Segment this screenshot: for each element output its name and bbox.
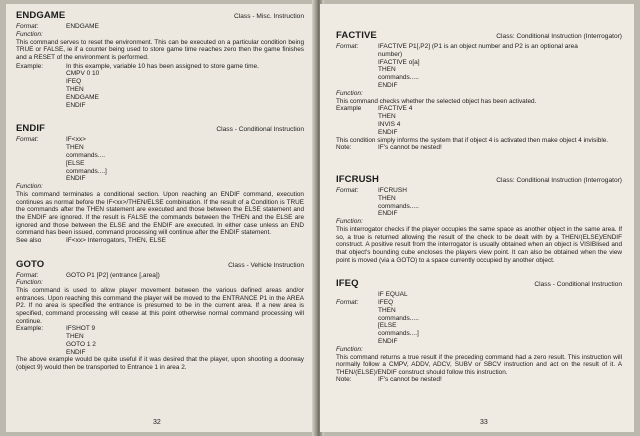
entry-factive xyxy=(334,30,624,152)
example-row xyxy=(14,325,306,356)
see-also-value: IF<xx> Interrogators, THEN, ELSE xyxy=(66,236,166,244)
example-label: Example: xyxy=(16,325,44,333)
see-also-label: See also xyxy=(16,236,42,244)
entry-keyword: IFEQ xyxy=(336,278,359,290)
code-line: commands....] xyxy=(378,330,419,338)
format-block xyxy=(378,187,624,218)
format-label: Format: xyxy=(16,136,39,144)
format-row xyxy=(14,23,306,31)
example-block xyxy=(66,63,306,110)
left-page xyxy=(6,4,314,432)
code-line: [ELSE xyxy=(66,159,85,167)
code-line: ENDIF xyxy=(66,175,86,183)
entry-header xyxy=(14,123,306,136)
code-line: ENDIF xyxy=(66,101,86,109)
format-block xyxy=(378,43,624,90)
code-line: ENDIF xyxy=(378,337,398,345)
subtitle-spacer xyxy=(334,291,378,299)
example-block xyxy=(378,105,624,136)
entry-keyword: ENDIF xyxy=(16,123,45,135)
code-line: THEN xyxy=(66,85,84,93)
format-block xyxy=(66,136,306,183)
example-label: Example: xyxy=(16,62,44,70)
code-line: INVIS 4 xyxy=(378,120,401,128)
code-line: IFEQ xyxy=(378,298,394,306)
code-line: IFACTIVE P1[,P2] (P1 is an object number and P2 is an optional area xyxy=(378,43,578,50)
code-line: [ELSE xyxy=(378,322,397,330)
example-row xyxy=(334,105,624,136)
entry-endgame xyxy=(14,10,306,109)
function-label: Function: xyxy=(16,279,43,287)
function-label: Function: xyxy=(336,218,363,226)
format-label: Format: xyxy=(336,43,359,50)
format-row xyxy=(14,136,306,183)
format-label: Format: xyxy=(336,186,359,194)
function-label: Function: xyxy=(336,89,363,97)
entry-keyword: GOTO xyxy=(16,258,45,270)
function-label: Function: xyxy=(336,345,363,353)
entry-header xyxy=(14,259,306,272)
code-line: ENDGAME xyxy=(66,93,99,101)
note-label: Note: xyxy=(336,376,352,384)
entry-subtitle: IF EQUAL xyxy=(378,291,408,299)
entry-header xyxy=(334,30,624,43)
example-intro: In this example, variable 10 has been assigned to store game time. xyxy=(66,62,259,70)
entry-keyword: IFCRUSH xyxy=(336,173,379,185)
code-line: ENDIF xyxy=(378,210,398,218)
entry-class: Class: Conditional Instruction (Interrogator) xyxy=(496,33,622,40)
page-number: 33 xyxy=(480,419,488,426)
note-label: Note: xyxy=(336,144,352,152)
code-line: THEN xyxy=(378,113,396,121)
format-value: GOTO P1 [P2] (entrance [,area]) xyxy=(66,271,160,279)
entry-ifeq xyxy=(334,278,624,384)
function-label: Function: xyxy=(16,183,43,191)
subtitle-row xyxy=(334,291,624,299)
code-line: commands..... xyxy=(378,202,419,210)
example-block xyxy=(66,325,306,356)
format-row xyxy=(14,272,306,280)
code-line: CMPV 0 10 xyxy=(66,70,100,78)
closing-text: This condition simply informs the system that if object 4 is activated then make object 4 invisible. xyxy=(336,136,609,144)
format-block xyxy=(378,299,624,346)
entry-header xyxy=(334,278,624,291)
entry-goto xyxy=(14,259,306,372)
format-label: Format: xyxy=(16,271,39,279)
code-line: IFACTIVE o[a] xyxy=(378,58,420,66)
entry-class: Class - Conditional Instruction xyxy=(216,126,304,134)
code-line: ENDIF xyxy=(378,81,398,89)
code-line: ENDIF xyxy=(66,348,86,356)
code-line: IFACTIVE 4 xyxy=(378,105,413,113)
code-line: IFCRUSH xyxy=(378,186,407,194)
code-line: number) xyxy=(378,50,403,58)
format-label: Format: xyxy=(336,298,359,306)
closing-text: The above example would be quite useful if it was desired that the player, upon shooting a doorway (object 9) would then be transported to Entrance 1 in area 2. xyxy=(16,356,304,372)
entry-keyword: FACTIVE xyxy=(336,30,377,41)
format-row xyxy=(334,187,624,218)
format-value: ENDGAME xyxy=(66,23,99,30)
description: This command is used to allow player movement between the various defined areas and/or entrances. Upon reaching this command the player will be moved to the ENTRANCE P1 in the AREA P2. If no area is specified the entrance is presumed to be in the current area. If a new area is specified, command processing will cease at this point otherwise normal command processing will continue. xyxy=(16,287,304,325)
code-line: GOTO 1 2 xyxy=(66,340,96,348)
code-line: IF<xx> xyxy=(66,136,86,144)
entry-endif xyxy=(14,123,306,244)
example-label: Example xyxy=(336,105,362,113)
code-line: THEN xyxy=(66,333,84,341)
format-label: Format: xyxy=(16,23,39,30)
entry-ifcrush xyxy=(334,174,624,264)
note-value: IF's cannot be nested! xyxy=(378,144,442,152)
code-line: commands.... xyxy=(66,151,106,159)
note-row xyxy=(334,376,624,384)
format-row xyxy=(334,43,624,90)
entry-class: Class - Vehicle Instruction xyxy=(228,261,304,269)
entry-class: Class - Conditional Instruction xyxy=(534,281,622,289)
note-row xyxy=(334,144,624,152)
entry-keyword: ENDGAME xyxy=(16,10,66,21)
code-line: IFEQ xyxy=(66,78,82,86)
description: This command serves to reset the environment. This can be executed on a particular condition being TRUE or FALSE, ie if a counter being used to store game time reaches zero then the game finishes and a RESET of the environment is performed. xyxy=(16,38,304,61)
description: This command returns a true result if the preceding command had a zero result. This instruction will normally follow a CMPV, ADDV, ADCV, SUBV or SBCV instruction and act on the result of it. A THEN/(ELSE)/ENDIF construct should follow this instruction. xyxy=(336,353,622,376)
entry-class: Class - Misc. Instruction xyxy=(234,13,304,20)
code-line: THEN xyxy=(66,144,84,152)
description: This command checks whether the selected object has been activated. xyxy=(336,97,537,105)
code-line: THEN xyxy=(378,306,396,314)
example-row xyxy=(14,63,306,110)
description: This command terminates a conditional section. Upon reaching an ENDIF command, execution continues as normal before the IF<xx>/THEN/ELSE combination. If the result of a Condition is TRUE the commands after the THEN statement are executed and those between the ELSE statement and the ENDIF are ignored. If the result is FALSE the commands between the THEN and the ELSE are ignored and those between the ELSE and the ENDIF are executed. In either case unless an END command has been issued, command processing will continue after the ENDIF statement. xyxy=(16,191,304,237)
code-line: THEN xyxy=(378,194,396,202)
note-value: IF's cannot be nested! xyxy=(378,376,442,384)
format-row xyxy=(334,299,624,346)
page-number: 32 xyxy=(153,419,161,426)
code-line: IFSHOT 9 xyxy=(66,325,96,333)
entry-header xyxy=(334,174,624,187)
see-also-row xyxy=(14,237,306,245)
entry-header xyxy=(14,10,306,23)
code-line: commands..... xyxy=(378,74,419,82)
code-line: ENDIF xyxy=(378,128,398,136)
code-line: commands....] xyxy=(66,167,107,175)
entry-class: Class: Conditional Instruction (Interrogator) xyxy=(496,176,622,184)
function-label: Function: xyxy=(16,30,43,38)
right-page xyxy=(320,4,634,432)
description: This interrogator checks if the player occupies the same space as another object in the same area. If so, a true is returned allowing the result of the check to be dealt with by a THEN/(ELSE)/ENDIF construct. A positive result from the interrogator is usually obtained when an object is VISIBlised and that object's bounding cube encloses the players view point. It can also be obtained when the view point is moved (via a GOTO) to a space currently occupied by another object. xyxy=(336,226,622,264)
code-line: commands..... xyxy=(378,314,419,322)
code-line: THEN xyxy=(378,66,396,74)
